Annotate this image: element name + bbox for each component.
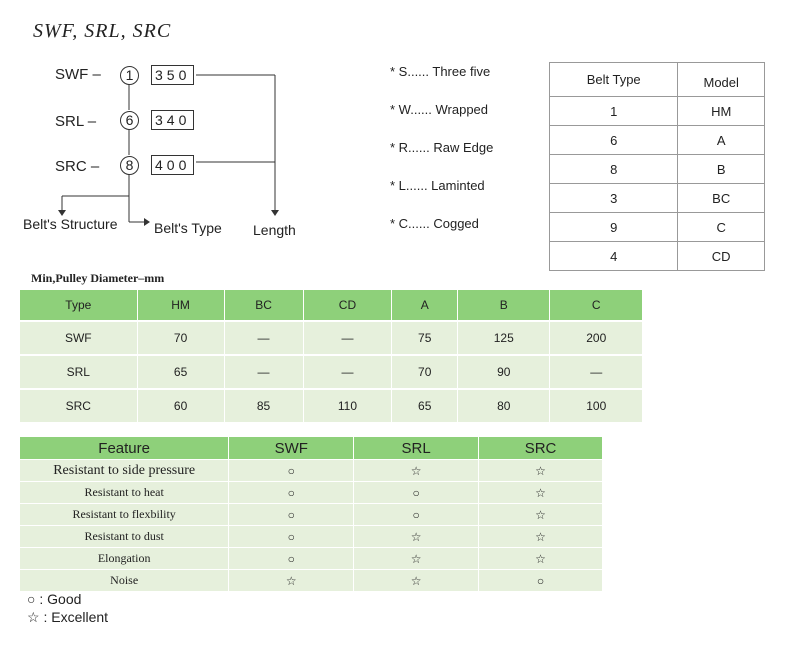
table-header: B	[458, 290, 550, 321]
rating-icon: ☆	[354, 526, 479, 548]
code-value-swf: 350	[151, 65, 194, 85]
table-cell: —	[550, 355, 643, 389]
table-cell: 9	[550, 213, 678, 242]
table-row	[550, 213, 765, 242]
table-row	[20, 355, 643, 389]
code-number-srl: 6	[120, 111, 139, 130]
table-header: CD	[303, 290, 392, 321]
table-cell: A	[678, 126, 765, 155]
code-label-swf: SWF –	[55, 66, 101, 83]
legend-item: * C...... Cogged	[390, 216, 479, 231]
table-header: SRL	[354, 437, 479, 460]
feature-name: Resistant to heat	[20, 482, 229, 504]
table-cell: BC	[678, 184, 765, 213]
rating-icon: ○	[354, 504, 479, 526]
key-good-label: : Good	[39, 591, 82, 607]
legend-item: * R...... Raw Edge	[390, 140, 494, 155]
table-row	[550, 155, 765, 184]
table-cell: —	[224, 321, 303, 355]
table-cell: 85	[224, 389, 303, 422]
belt-type-table	[549, 62, 765, 271]
table-row	[550, 126, 765, 155]
legend-item: * L...... Laminted	[390, 178, 485, 193]
table-cell: 3	[550, 184, 678, 213]
rating-icon: ☆	[479, 548, 603, 570]
table-cell: 65	[137, 355, 224, 389]
feature-name: Resistant to flexbility	[20, 504, 229, 526]
table-cell: 70	[137, 321, 224, 355]
page-title: SWF, SRL, SRC	[33, 20, 172, 42]
rating-icon: ○	[229, 548, 354, 570]
code-label-srl: SRL –	[55, 113, 97, 130]
table-cell: 70	[392, 355, 458, 389]
table-row	[20, 460, 603, 482]
table-cell: 6	[550, 126, 678, 155]
rating-icon: ○	[479, 570, 603, 592]
table-header: Type	[20, 290, 137, 321]
code-value-src: 400	[151, 155, 194, 175]
table-header: SWF	[229, 437, 354, 460]
rating-icon: ○	[229, 526, 354, 548]
table-cell: —	[224, 355, 303, 389]
code-value-srl: 340	[151, 110, 194, 130]
table-cell: 110	[303, 389, 392, 422]
key-excellent	[27, 609, 108, 626]
table-cell: 4	[550, 242, 678, 271]
feature-name: Elongation	[20, 548, 229, 570]
table-row	[20, 548, 603, 570]
table-header: Belt Type	[550, 63, 678, 97]
rating-icon: ○	[229, 504, 354, 526]
table-row	[20, 570, 603, 592]
table-cell: C	[678, 213, 765, 242]
table-cell: 100	[550, 389, 643, 422]
table-header: Feature	[20, 437, 229, 460]
rating-icon: ☆	[354, 570, 479, 592]
pulley-table-title: Min,Pulley Diameter–mm	[31, 271, 165, 285]
table-cell: 75	[392, 321, 458, 355]
table-header: SRC	[479, 437, 603, 460]
pulley-diameter-table	[20, 290, 643, 422]
table-cell: SRC	[20, 389, 137, 422]
table-row	[20, 321, 643, 355]
feature-name: Noise	[20, 570, 229, 592]
circle-icon: ○	[27, 591, 36, 607]
table-cell: 90	[458, 355, 550, 389]
table-cell: SWF	[20, 321, 137, 355]
key-good	[27, 591, 81, 607]
table-cell: 8	[550, 155, 678, 184]
table-header-row	[20, 437, 603, 460]
legend-item: * S...... Three five	[390, 64, 491, 79]
table-row	[550, 184, 765, 213]
rating-icon: ☆	[479, 460, 603, 482]
feature-name: Resistant to side pressure	[20, 460, 229, 482]
rating-icon: ☆	[479, 482, 603, 504]
rating-icon: ○	[229, 482, 354, 504]
table-row	[550, 97, 765, 126]
table-cell: 1	[550, 97, 678, 126]
table-cell: 65	[392, 389, 458, 422]
table-cell: 125	[458, 321, 550, 355]
table-header: C	[550, 290, 643, 321]
structure-label: Belt's Structure	[23, 216, 118, 232]
table-header: Model	[678, 63, 765, 97]
table-row	[20, 526, 603, 548]
table-cell: CD	[678, 242, 765, 271]
feature-table	[20, 436, 603, 591]
star-icon: ☆	[27, 609, 40, 625]
type-label: Belt's Type	[154, 220, 222, 236]
table-row	[20, 504, 603, 526]
feature-name: Resistant to dust	[20, 526, 229, 548]
key-excellent-label: : Excellent	[43, 609, 109, 625]
rating-icon: ☆	[354, 460, 479, 482]
table-row	[20, 389, 643, 422]
rating-icon: ☆	[229, 570, 354, 592]
table-header: BC	[224, 290, 303, 321]
table-cell: —	[303, 355, 392, 389]
code-number-src: 8	[120, 156, 139, 175]
table-cell: —	[303, 321, 392, 355]
rating-icon: ☆	[354, 548, 479, 570]
table-cell: SRL	[20, 355, 137, 389]
rating-icon: ☆	[479, 504, 603, 526]
code-label-src: SRC –	[55, 158, 100, 175]
table-row	[20, 482, 603, 504]
table-row	[550, 242, 765, 271]
rating-icon: ☆	[479, 526, 603, 548]
rating-icon: ○	[229, 460, 354, 482]
code-number-swf: 1	[120, 66, 139, 85]
table-header: A	[392, 290, 458, 321]
table-header: HM	[137, 290, 224, 321]
table-cell: 200	[550, 321, 643, 355]
length-label: Length	[253, 222, 296, 238]
table-cell: B	[678, 155, 765, 184]
table-cell: HM	[678, 97, 765, 126]
rating-icon: ○	[354, 482, 479, 504]
table-header-row	[550, 63, 765, 97]
table-cell: 80	[458, 389, 550, 422]
table-cell: 60	[137, 389, 224, 422]
table-header-row	[20, 290, 643, 321]
legend-item: * W...... Wrapped	[390, 102, 489, 117]
